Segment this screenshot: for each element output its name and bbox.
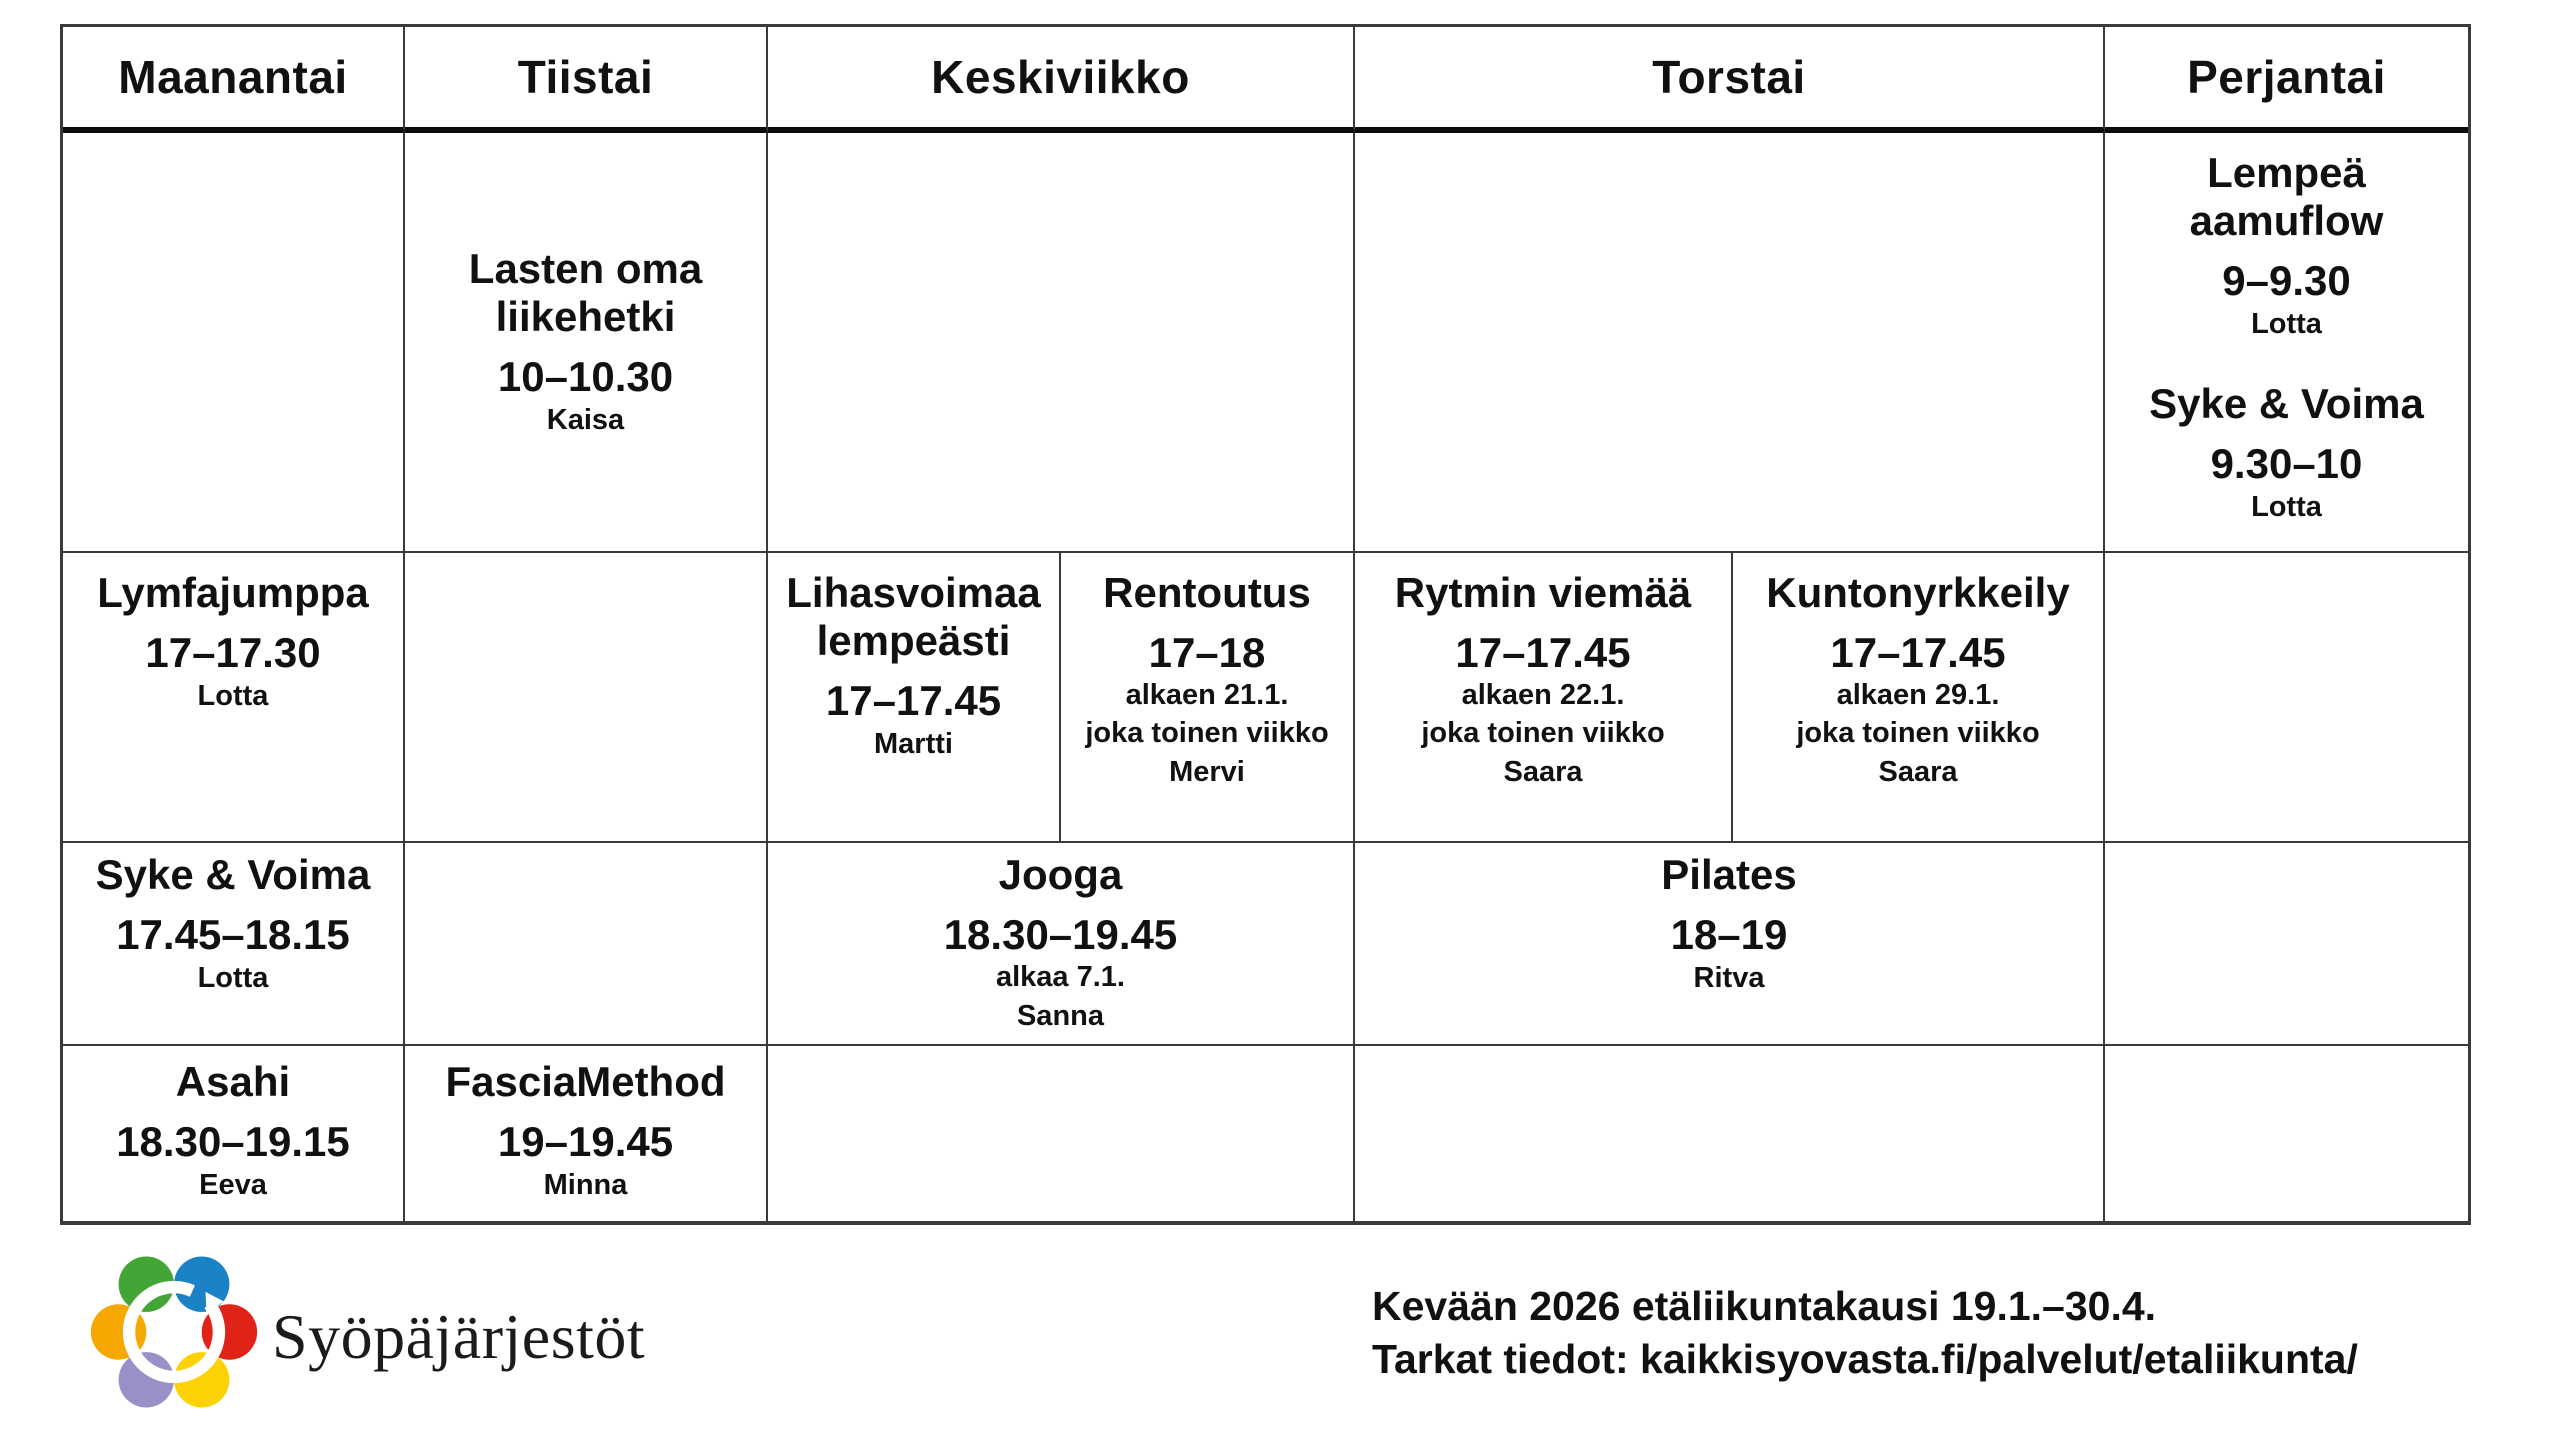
cell-wednesday-late-empty [768,1046,1355,1221]
info-text: Tarkat tiedot: kaikkisyovasta.fi/palvelut/etaliikunta/ [1372,1336,2358,1383]
class-title: Rentoutus [1103,569,1311,616]
day-label: Torstai [1652,51,1806,103]
class-title: Jooga [998,851,1123,898]
class-card [768,569,1059,762]
class-card [1395,569,1691,791]
class-instructor: Martti [874,727,953,760]
class-instructor: Lotta [2251,307,2322,340]
class-time: 17–17.30 [145,628,321,676]
class-instructor: Mervi [1169,756,1245,789]
class-title: Kuntonyrkkeily [1766,569,2070,616]
class-note: alkaa 7.1. [995,960,1125,993]
cell-thursday-1700-b [1733,553,2105,843]
class-time: 17–17.45 [825,676,1002,724]
class-time: 17–17.45 [1455,628,1631,676]
cell-tuesday-1700-empty [405,553,768,843]
class-title: FasciaMethod [445,1058,726,1105]
class-title: Rytmin viemää [1394,569,1692,616]
class-card [445,1058,725,1203]
class-note: joka toinen viikko [1421,717,1665,750]
day-label: Tiistai [517,51,654,103]
class-card [2169,149,2404,342]
class-time: 17.45–18.15 [116,910,350,958]
class-note: joka toinen viikko [1085,717,1329,750]
cell-friday-late-empty [2105,1046,2468,1221]
class-time: 18–19 [1670,910,1788,958]
class-instructor: Saara [1878,756,1958,789]
cell-monday-1830 [63,1046,405,1221]
cell-tuesday-morning [405,133,768,553]
class-time: 9–9.30 [2222,256,2351,304]
cell-thursday-late-empty [1355,1046,2105,1221]
class-card [116,1058,350,1203]
class-time: 17–17.45 [1830,628,2006,676]
class-title: Asahi [175,1058,291,1105]
class-card [97,569,368,714]
day-header-wednesday [768,27,1355,133]
day-header-thursday [1355,27,2105,133]
weekly-timetable [60,24,2471,1225]
class-title: Syke & Voima [2149,380,2424,428]
class-time: 9.30–10 [2210,439,2363,487]
org-wordmark: Syöpäjärjestöt [272,1301,646,1372]
footer-info-block [1372,1280,2358,1387]
class-time: 19–19.45 [497,1117,674,1165]
season-text: Kevään 2026 etäliikuntakausi 19.1.–30.4. [1372,1283,2157,1329]
class-instructor: Eeva [199,1168,267,1201]
class-time: 10–10.30 [497,353,674,401]
class-instructor: Sanna [1016,1000,1104,1033]
cell-tuesday-1900 [405,1046,768,1221]
day-header-friday [2105,27,2468,133]
class-card [96,851,371,996]
cell-tuesday-evening-empty [405,843,768,1046]
class-card [2149,380,2424,525]
class-instructor: Lotta [2251,491,2322,524]
class-title: Syke & Voima [95,851,371,898]
cell-thursday-morning-empty [1355,133,2105,553]
cell-monday-1700 [63,553,405,843]
cell-thursday-1700-a [1355,553,1733,843]
cell-friday-evening-empty [2105,843,2468,1046]
cell-wednesday-morning-empty [768,133,1355,553]
class-note: alkaen 29.1. [1836,678,2000,711]
class-instructor: Kaisa [546,404,625,437]
class-title: Lasten oma liikehetki [468,245,703,341]
cell-wednesday-1700-a [768,553,1061,843]
day-header-tuesday [405,27,768,133]
cell-thursday-evening [1355,843,2105,1046]
class-card [944,851,1178,1034]
class-note: alkaen 21.1. [1125,678,1289,711]
class-time: 18.30–19.45 [943,910,1178,958]
class-instructor: Lotta [197,679,269,712]
day-label: Perjantai [2187,51,2386,103]
cell-wednesday-1700-b [1061,553,1355,843]
org-logo-icon [88,1246,260,1418]
cell-friday-morning [2105,133,2468,553]
class-title: Pilates [1661,851,1797,898]
day-label: Keskiviikko [931,51,1190,103]
class-card [1085,569,1328,791]
class-card [405,245,766,438]
class-note: alkaen 22.1. [1461,678,1625,711]
class-card [1661,851,1796,996]
class-title: Lihasvoimaa lempeästi [786,569,1041,664]
class-instructor: Minna [543,1168,628,1201]
day-label: Maanantai [118,51,348,103]
class-instructor: Ritva [1693,961,1765,994]
cell-friday-1700-empty [2105,553,2468,843]
day-header-monday [63,27,405,133]
class-card [1766,569,2069,791]
cell-monday-1745 [63,843,405,1046]
class-note: joka toinen viikko [1796,717,2040,750]
class-instructor: Saara [1503,756,1583,789]
class-time: 18.30–19.15 [116,1117,350,1165]
cell-monday-morning-empty [63,133,405,553]
class-title: Lymfajumppa [97,569,369,616]
class-time: 17–18 [1148,628,1266,676]
cell-wednesday-evening [768,843,1355,1046]
class-title: Lempeä aamuflow [2189,149,2384,244]
class-instructor: Lotta [197,961,269,994]
